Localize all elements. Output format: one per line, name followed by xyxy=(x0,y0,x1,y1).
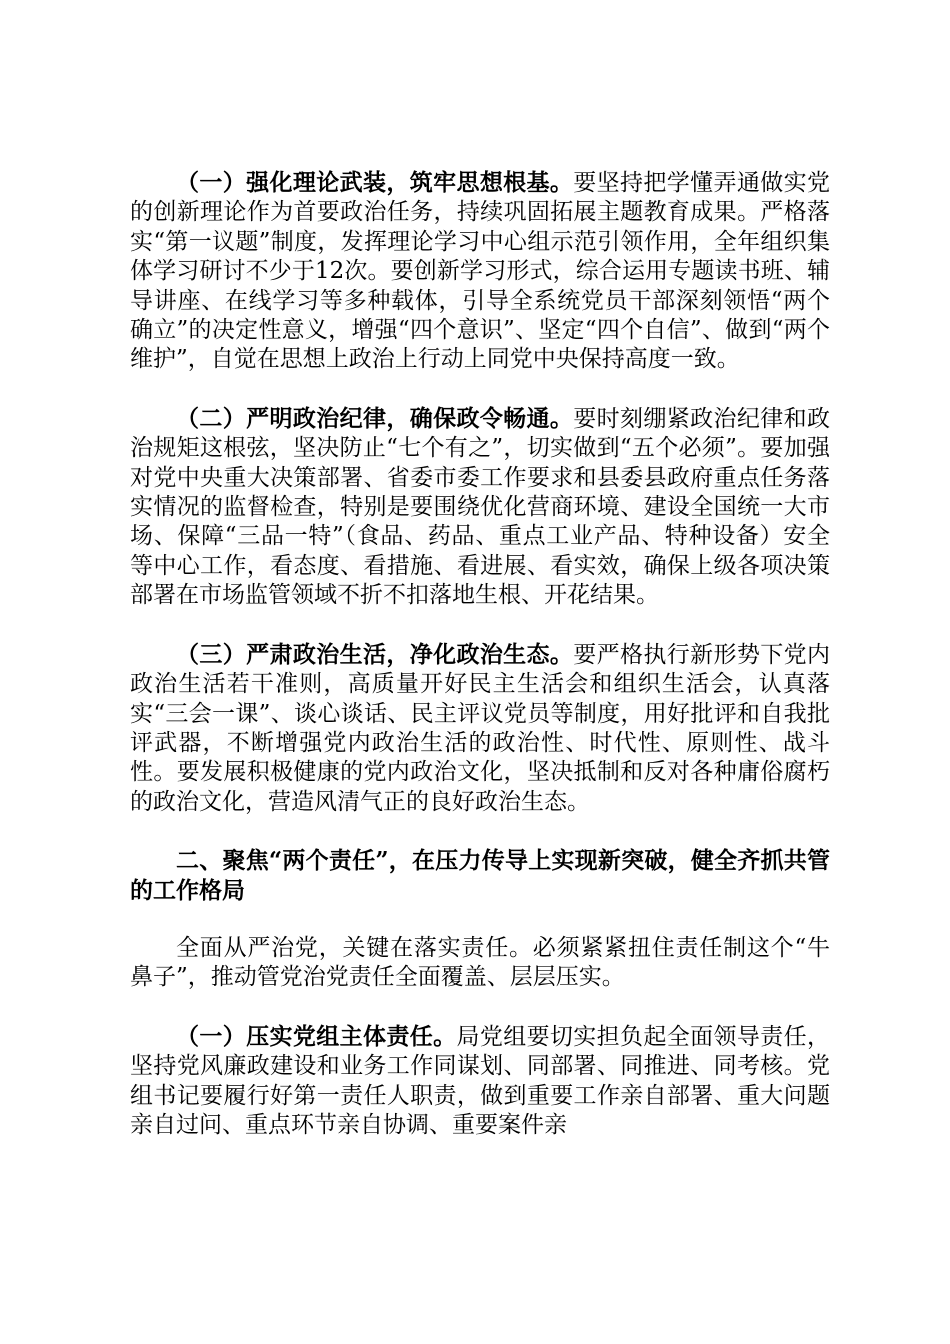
paragraph-intro: 全面从严治党，关键在落实责任。必须紧紧扭住责任制这个“牛鼻子”，推动管党治党责任全面覆盖、层层压实。 xyxy=(130,934,830,991)
paragraph-2-lead: （二）严明政治纪律，确保政令畅通。 xyxy=(176,404,574,432)
paragraph-4 xyxy=(130,1022,830,1141)
paragraph-2-body: 要时刻绷紧政治纪律和政治规矩这根弦，坚决防止“七个有之”，切实做到“五个必须”。要加强对党中央重大决策部署、省委市委工作要求和县委县政府重点任务落实情况的监督检查，特别是要围绕优化营商环境、建设全国统一大市场、保障“三品一特”（食品、药品、重点工业产品、特种设备）安全等中心工作，看态度、看措施、看进展、看实效，确保上级各项决策部署在市场监管领域不折不扣落地生根、开花结果。 xyxy=(130,405,831,609)
paragraph-3-body: 要严格执行新形势下党内政治生活若干准则，高质量开好民主生活会和组织生活会，认真落实“三会一课”、谈心谈话、民主评议党员等制度，用好批评和自我批评武器，不断增强党内政治生活的政治性、时代性、原则性、战斗性。要发展积极健康的党内政治文化，坚决抵制和反对各种庸俗腐朽的政治文化，营造风清气正的良好政治生态。 xyxy=(130,641,831,815)
paragraph-3 xyxy=(130,640,830,817)
paragraph-2 xyxy=(130,404,830,611)
paragraph-4-body: 局党组要切实担负起全面领导责任，坚持党风廉政建设和业务工作同谋划、同部署、同推进、同考核。党组书记要履行好第一责任人职责，做到重要工作亲自部署、重大问题亲自过问、重点环节亲自协调、重要案件亲 xyxy=(130,1023,831,1138)
paragraph-3-lead: （三）严肃政治生活，净化政治生态。 xyxy=(176,640,574,668)
paragraph-4-lead: （一）压实党组主体责任。 xyxy=(176,1022,457,1050)
paragraph-1-lead: （一）强化理论武装，筑牢思想根基。 xyxy=(176,169,574,196)
paragraph-1 xyxy=(130,168,830,375)
document-page xyxy=(130,168,830,1169)
section-heading: 二、聚焦“两个责任”，在压力传导上实现新突破，健全齐抓共管的工作格局 xyxy=(130,847,830,904)
paragraph-1-body: 要坚持把学懂弄通做实党的创新理论作为首要政治任务，持续巩固拓展主题教育成果。严格落实“第一议题”制度，发挥理论学习中心组示范引领作用，全年组织集体学习研讨不少于12次。要创新学习形式，综合运用专题读书班、辅导讲座、在线学习等多种载体，引导全系统党员干部深刻领悟“两个确立”的决定性意义，增强“四个意识”、坚定“四个自信”、做到“两个维护”，自觉在思想上政治上行动上同党中央保持高度一致。 xyxy=(130,170,831,373)
